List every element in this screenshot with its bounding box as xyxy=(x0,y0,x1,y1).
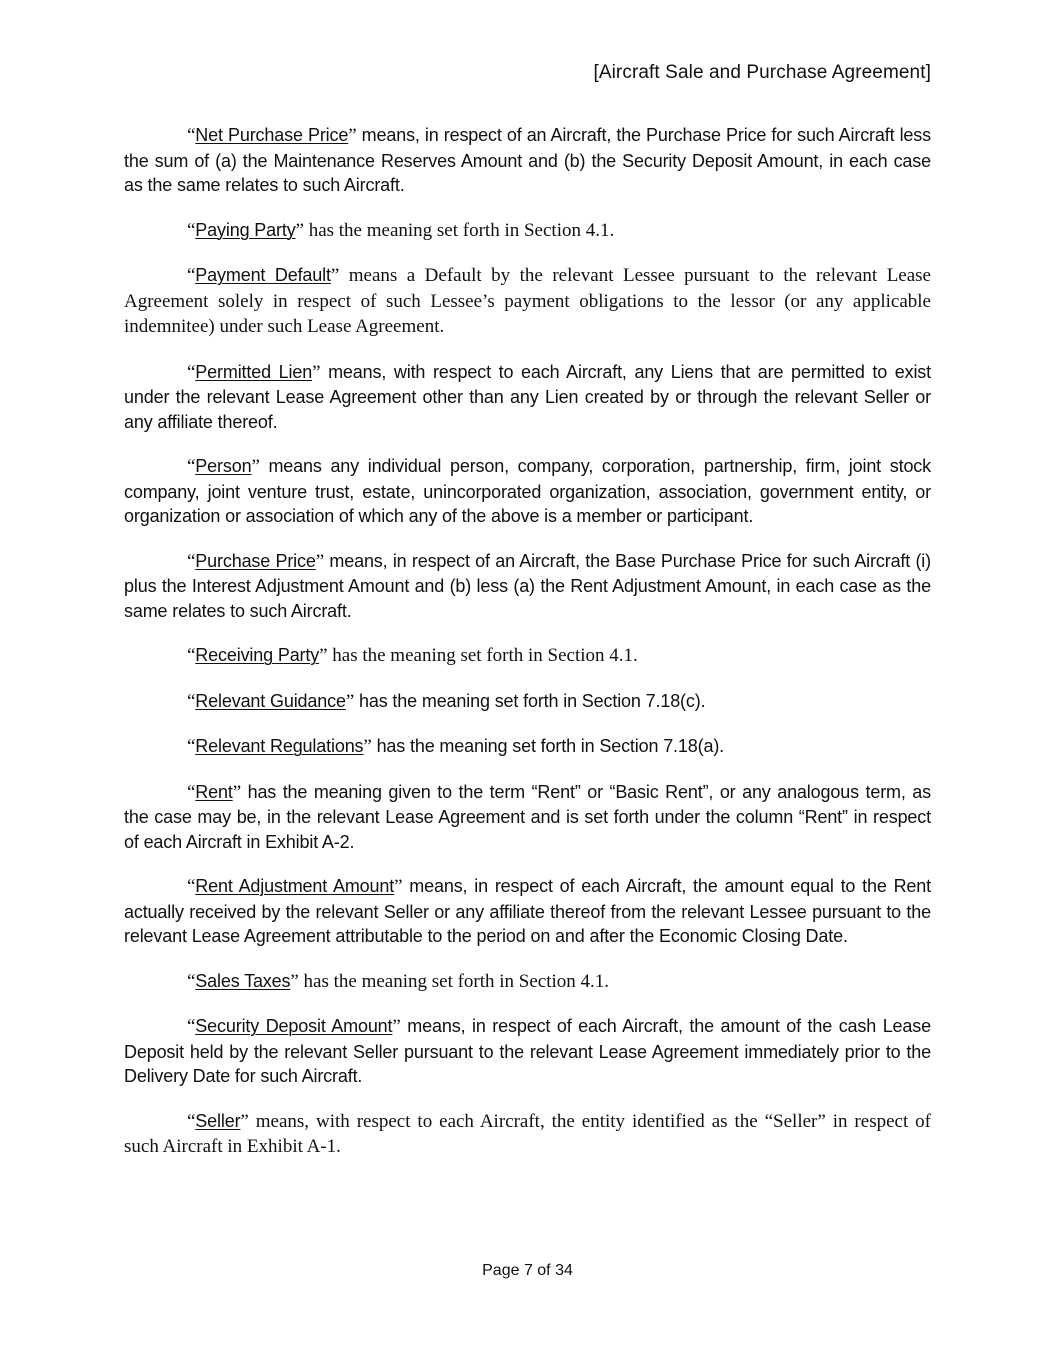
definition-relevant-guidance: “Relevant Guidance” has the meaning set forth in Section 7.18(c). xyxy=(187,690,706,712)
defined-term: Rent Adjustment Amount xyxy=(195,876,395,896)
defined-term: Rent xyxy=(195,781,233,802)
definition-body: means, in respect of an Aircraft, the Purchase Price for such Aircraft less the sum of (a) the Maintenance Reserves Amount and (b) the Security Deposit Amount, in each case as the same relates to such Aircraft. xyxy=(124,125,931,195)
defined-term: Payment Default xyxy=(195,265,331,285)
document-header: [Aircraft Sale and Purchase Agreement] xyxy=(593,62,931,83)
definition-body: means any individual person, company, corporation, partnership, firm, joint stock company, joint venture trust, estate, unincorporated organization, association, government entity, or organization or association of which any of the above is a member or participant. xyxy=(124,456,931,526)
definition-body: has the meaning set forth in Section 7.18(a). xyxy=(376,736,725,756)
defined-term: Net Purchase Price xyxy=(195,125,349,145)
defined-term: Relevant Guidance xyxy=(195,690,346,711)
definition-seller: “Seller” means, with respect to each Aircraft, the entity identified as the “Seller” in respect of such Aircraft in Exhibit A-1. xyxy=(124,1110,931,1157)
definition-body: means, with respect to each Aircraft, the entity identified as the “Seller” in respect of such Aircraft in Exhibit A-1. xyxy=(124,1110,931,1157)
definition-security-deposit-amount: “Security Deposit Amount” means, in respect of each Aircraft, the amount of the cash Lease Deposit held by the relevant Seller pursuant to the relevant Lease Agreement immediately prior to the Delivery Date for such Aircraft. xyxy=(124,1016,931,1086)
definition-receiving-party: “Receiving Party” has the meaning set forth in Section 4.1. xyxy=(187,645,638,666)
definition-body: has the meaning set forth in Section 4.1. xyxy=(308,219,615,241)
definition-body: means a Default by the relevant Lessee pursuant to the relevant Lease Agreement solely in respect of such Lessee’s payment obligations to the lessor (or any applicable indemnitee) under such Lease Agreement. xyxy=(124,265,931,337)
defined-term: Receiving Party xyxy=(195,645,320,665)
defined-term: Person xyxy=(195,456,252,476)
defined-term: Paying Party xyxy=(195,219,296,240)
definition-purchase-price: “Purchase Price” means, in respect of an Aircraft, the Base Purchase Price for such Aircraft (i) plus the Interest Adjustment Amount and (b) less (a) the Rent Adjustment Amount, in each case as the same relates to such Aircraft. xyxy=(124,550,931,621)
definition-person: “Person” means any individual person, company, corporation, partnership, firm, joint stock company, joint venture trust, estate, unincorporated organization, association, government entity, or organization or association of which any of the above is a member or participant. xyxy=(124,456,931,526)
page-number: Page 7 of 34 xyxy=(482,1262,573,1279)
definition-body: means, in respect of each Aircraft, the amount of the cash Lease Deposit held by the relevant Seller pursuant to the relevant Lease Agreement immediately prior to the Delivery Date for such Aircraft. xyxy=(124,1016,931,1086)
definition-body: has the meaning set forth in Section 4.1. xyxy=(332,645,638,666)
definition-body: has the meaning set forth in Section 7.18(c). xyxy=(359,690,706,711)
definition-body: means, with respect to each Aircraft, any Liens that are permitted to exist under the relevant Lease Agreement other than any Lien created by or through the relevant Seller or any affiliate thereof. xyxy=(124,361,932,432)
definition-net-purchase-price: “Net Purchase Price” means, in respect of an Aircraft, the Purchase Price for such Aircraft less the sum of (a) the Maintenance Reserves Amount and (b) the Security Deposit Amount, in each case as the same relates to such Aircraft. xyxy=(124,125,931,195)
definition-body: means, in respect of an Aircraft, the Base Purchase Price for such Aircraft (i) plus the Interest Adjustment Amount and (b) less (a) the Rent Adjustment Amount, in each case as the same relates to such Aircraft. xyxy=(124,550,931,621)
defined-term: Seller xyxy=(195,1110,241,1131)
definition-body: has the meaning given to the term “Rent” or “Basic Rent”, or any analogous term, as the case may be, in the relevant Lease Agreement and is set forth under the column “Rent” in respect of each Aircraft in Exhibit A-2. xyxy=(124,781,931,852)
definition-rent-adjustment-amount: “Rent Adjustment Amount” means, in respect of each Aircraft, the amount equal to the Rent actually received by the relevant Seller or any affiliate thereof from the relevant Lessee pursuant to the relevant Lease Agreement attributable to the period on and after the Economic Closing Date. xyxy=(124,876,931,946)
definition-relevant-regulations: “Relevant Regulations” has the meaning set forth in Section 7.18(a). xyxy=(187,736,725,757)
defined-term: Relevant Regulations xyxy=(195,736,364,756)
definition-payment-default: “Payment Default” means a Default by the relevant Lessee pursuant to the relevant Lease Agreement solely in respect of such Lessee’s payment obligations to the lessor (or any applicable indemnitee) under such Lease Agreement. xyxy=(124,265,931,337)
definitions-list xyxy=(124,123,931,1180)
definition-body: means, in respect of each Aircraft, the amount equal to the Rent actually received by the relevant Seller or any affiliate thereof from the relevant Lessee pursuant to the relevant Lease Agreement attributable to the period on and after the Economic Closing Date. xyxy=(124,876,931,946)
definition-sales-taxes: “Sales Taxes” has the meaning set forth in Section 4.1. xyxy=(187,970,610,992)
defined-term: Permitted Lien xyxy=(195,361,313,382)
defined-term: Sales Taxes xyxy=(195,970,291,991)
definition-rent: “Rent” has the meaning given to the term “Rent” or “Basic Rent”, or any analogous term, as the case may be, in the relevant Lease Agreement and is set forth under the column “Rent” in respect of each Aircraft in Exhibit A-2. xyxy=(124,781,931,852)
definition-paying-party: “Paying Party” has the meaning set forth in Section 4.1. xyxy=(187,219,615,241)
definition-body: has the meaning set forth in Section 4.1. xyxy=(303,970,610,992)
defined-term: Security Deposit Amount xyxy=(195,1016,393,1036)
definition-permitted-lien: “Permitted Lien” means, with respect to each Aircraft, any Liens that are permitted to exist under the relevant Lease Agreement other than any Lien created by or through the relevant Seller or any affiliate thereof. xyxy=(124,361,932,432)
defined-term: Purchase Price xyxy=(195,550,316,571)
